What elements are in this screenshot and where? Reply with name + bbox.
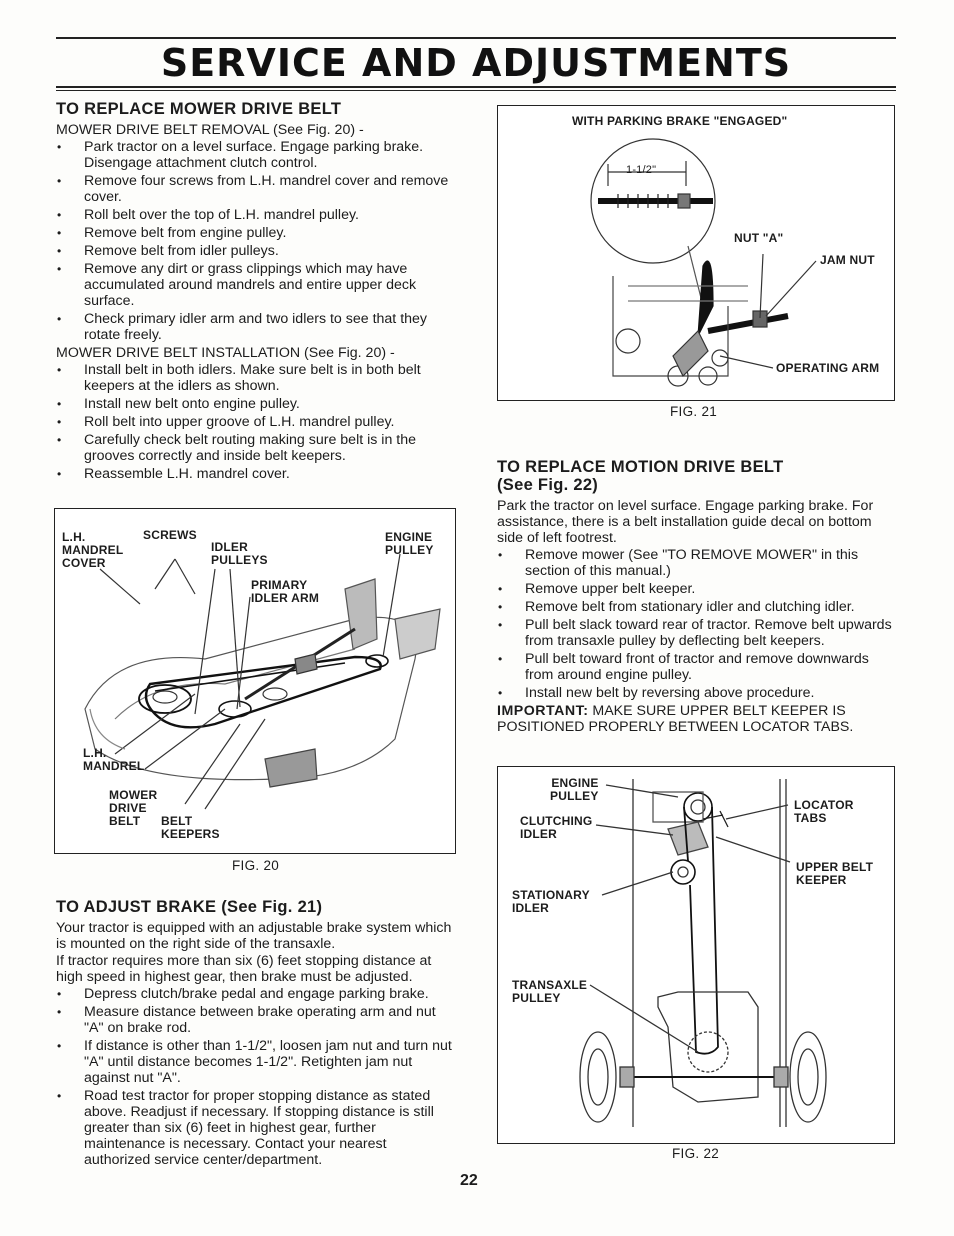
fig21-header: WITH PARKING BRAKE "ENGAGED" (572, 114, 788, 128)
label-dimension: 1-1/2" (626, 164, 657, 176)
mower-belt-section (56, 100, 456, 484)
list-item: • Measure distance between brake operating arm and nut "A" on brake rod. (56, 1004, 456, 1036)
list-item: • Install new belt by reversing above procedure. (497, 685, 897, 701)
install-steps (56, 362, 456, 482)
removal-steps (56, 139, 456, 343)
title-underline-thin (56, 90, 896, 91)
motion-belt-heading: TO REPLACE MOTION DRIVE BELT (497, 458, 784, 476)
list-item: • Reassemble L.H. mandrel cover. (56, 466, 456, 482)
list-item: • Remove belt from idler pulleys. (56, 243, 456, 259)
mower-belt-heading: TO REPLACE MOWER DRIVE BELT (56, 100, 342, 118)
list-item: • Road test tractor for proper stopping distance as stated above. Readjust if necessary. If stopping distance is still greater than six (6) feet in highest gear, further maintenance is necessary. Contact your nearest authorized service center/department. (56, 1088, 456, 1168)
important-note (497, 703, 897, 735)
important-label: IMPORTANT: (497, 703, 589, 719)
label-clutching-idler: CLUTCHING IDLER (520, 814, 593, 841)
figure-22 (497, 766, 895, 1144)
list-item: • Remove four screws from L.H. mandrel cover and remove cover. (56, 173, 456, 205)
label-engine-pulley: ENGINE PULLEY (385, 530, 434, 557)
title-underline (56, 86, 896, 88)
motion-belt-section (497, 458, 897, 736)
figure-20-caption: FIG. 20 (232, 858, 280, 873)
list-item: • Roll belt over the top of L.H. mandrel pulley. (56, 207, 456, 223)
label-lh-mandrel: L.H. MANDREL (83, 746, 145, 773)
label-nut-a: NUT "A" (734, 231, 784, 245)
brake-heading: TO ADJUST BRAKE (See Fig. 21) (56, 898, 323, 916)
label-idler-pulleys: IDLER PULLEYS (211, 540, 268, 567)
figure-20 (54, 508, 456, 854)
list-item: • Remove belt from engine pulley. (56, 225, 456, 241)
figure-21-caption: FIG. 21 (670, 404, 718, 419)
list-item: • Remove upper belt keeper. (497, 581, 897, 597)
list-item: • Remove belt from stationary idler and clutching idler. (497, 599, 897, 615)
label-operating-arm: OPERATING ARM (776, 361, 880, 375)
list-item: • Carefully check belt routing making sure belt is in the grooves correctly and inside belt keepers. (56, 432, 456, 464)
list-item: • Install new belt onto engine pulley. (56, 396, 456, 412)
brake-section (56, 898, 456, 1170)
page-title: SERVICE AND ADJUSTMENTS (160, 41, 792, 85)
label-engine-pulley: ENGINE PULLEY (550, 776, 599, 803)
label-stationary-idler: STATIONARY IDLER (512, 888, 590, 915)
label-belt-keepers: BELT KEEPERS (161, 814, 220, 841)
list-item: • Park tractor on a level surface. Engage parking brake. Disengage attachment clutch control. (56, 139, 456, 171)
label-lh-mandrel-cover: L.H. MANDREL COVER (62, 530, 124, 570)
motion-belt-steps (497, 547, 897, 701)
label-upper-belt-keeper: UPPER BELT KEEPER (796, 860, 874, 887)
motion-belt-subheading: (See Fig. 22) (497, 476, 599, 494)
list-item: • Remove any dirt or grass clippings which may have accumulated around mandrels and entire upper deck surface. (56, 261, 456, 309)
install-title: MOWER DRIVE BELT INSTALLATION (See Fig. 20) - (56, 345, 395, 361)
label-jam-nut: JAM NUT (820, 253, 875, 267)
important-text: MAKE SURE UPPER BELT KEEPER IS POSITIONED PROPERLY BETWEEN LOCATOR TABS. (497, 703, 854, 735)
list-item: • If distance is other than 1-1/2", loosen jam nut and turn nut "A" until distance becomes 1-1/2". Retighten jam nut against nut "A". (56, 1038, 456, 1086)
label-primary-idler-arm: PRIMARY IDLER ARM (251, 578, 320, 605)
list-item: • Pull belt slack toward rear of tractor. Remove belt upwards from transaxle pulley by deflecting belt keepers. (497, 617, 897, 649)
list-item: • Install belt in both idlers. Make sure belt is in both belt keepers at the idlers as shown. (56, 362, 456, 394)
list-item: • Remove mower (See "TO REMOVE MOWER" in this section of this manual.) (497, 547, 897, 579)
brake-intro-2: If tractor requires more than six (6) feet stopping distance at high speed in highest gear, then brake must be adjusted. (56, 953, 432, 985)
figure-22-caption: FIG. 22 (672, 1146, 720, 1161)
list-item: • Roll belt into upper groove of L.H. mandrel pulley. (56, 414, 456, 430)
list-item: • Check primary idler arm and two idlers to see that they rotate freely. (56, 311, 456, 343)
label-locator-tabs: LOCATOR TABS (794, 798, 854, 825)
list-item: • Depress clutch/brake pedal and engage parking brake. (56, 986, 456, 1002)
label-transaxle-pulley: TRANSAXLE PULLEY (512, 978, 588, 1005)
brake-intro-1: Your tractor is equipped with an adjustable brake system which is mounted on the right side of the transaxle. (56, 920, 452, 952)
list-item: • Pull belt toward front of tractor and remove downwards from around engine pulley. (497, 651, 897, 683)
brake-steps (56, 986, 456, 1168)
removal-title: MOWER DRIVE BELT REMOVAL (See Fig. 20) - (56, 122, 364, 138)
page-number: 22 (460, 1172, 478, 1189)
label-mower-drive-belt: MOWER DRIVE BELT (109, 788, 158, 828)
label-screws: SCREWS (143, 528, 197, 542)
motion-belt-intro: Park the tractor on level surface. Engage parking brake. For assistance, there is a belt installation guide decal on bottom side of left footrest. (497, 498, 874, 546)
figure-21 (497, 105, 895, 401)
top-rule (56, 37, 896, 39)
